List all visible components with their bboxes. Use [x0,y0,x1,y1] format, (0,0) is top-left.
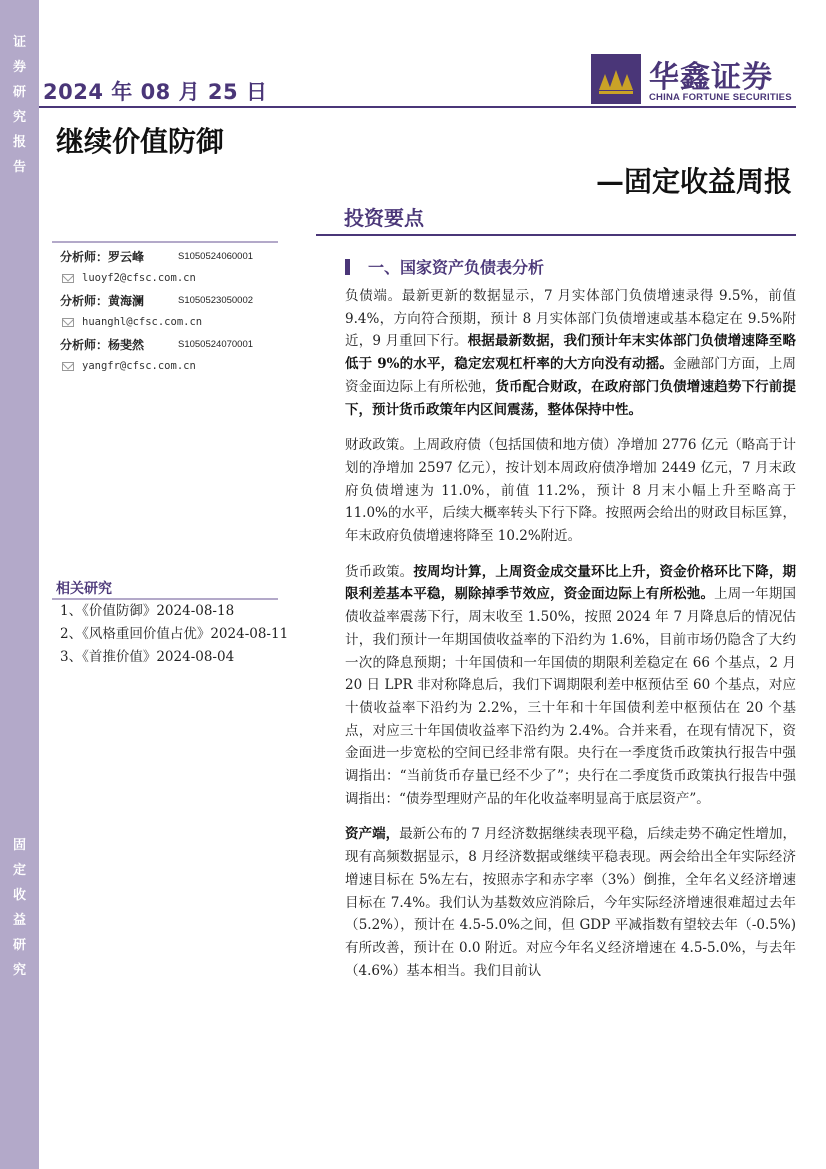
logo-english-name: CHINA FORTUNE SECURITIES [649,92,792,103]
side-char: 报 [12,135,26,150]
related-research-heading: 相关研究 [56,581,112,597]
section-divider [316,234,796,236]
header-divider [39,106,796,108]
text-run: 负债端。最新更新的数据显示，7 月实体部门负债增速录得 9.5%，前值 9.4%，方向符合预期，预计 8 月实体部门负债增速或基本稳定在 9.5%附近，9 月重回下行。 [345,288,796,350]
text-run: 上周一年期国债收益率震荡下行，周末收至 1.50%，按照 2024 年 7 月降息后的情况估计，我们预计一年期国债收益率的下沿约为 1.6%，目前市场仍隐含了大约一次的降息预期；十年国债和一年国债的期限利差稳定在 66 个基点，2 月 20 日 LPR 非对称降息后，我们下调期限利差中枢预估至 60 个基点，对应十债收益率下沿约为 2.2%，三十年和十年国债利差中枢预估在 20 个基点，对应三十年国债收益率下沿约为 2.4%。合并来看，在现有情况下，资金面进一步宽松的空间已经非常有限。央行在一季度货币政策执行报告中强调指出：“当前货币存量已经不少了”；央行在二季度货币政策执行报告中强调指出：“债券型理财产品的年化收益率明显高于底层资产”。 [345,586,796,807]
side-char: 券 [12,60,26,75]
analyst-list [52,244,282,376]
mail-icon [62,318,74,327]
side-char: 研 [12,85,26,100]
analyst-email[interactable]: luoyf2@cfsc.com.cn [82,272,196,284]
analyst-row [60,288,282,312]
side-char: 固 [12,838,26,853]
heading-bar [345,259,350,275]
analyst-email[interactable]: yangfr@cfsc.com.cn [82,360,196,372]
analyst-row [60,332,282,356]
side-char: 究 [12,963,26,978]
analyst-row [60,244,282,268]
report-title: 继续价值防御 [56,125,225,158]
analyst-email-row[interactable] [62,268,282,288]
paragraph-liabilities [345,285,796,421]
related-research-list [60,600,290,669]
bold-run: 根据最新数据，我们预计年末实体部门负债增速降至略低于 9%的水平，稳定宏观杠杆率的大方向没有动摇。 [345,333,796,373]
bold-run: 资产端， [345,826,400,843]
bold-run: 货币配合财政，在政府部门负债增速趋势下行前提下，预计货币政策年内区间震荡，整体保持中性。 [345,378,796,418]
paragraph-assets [345,823,796,982]
side-char: 证 [12,35,26,50]
mail-icon [62,362,74,371]
report-date: 2024 年 08 月 25 日 [43,80,268,104]
side-char: 研 [12,938,26,953]
analyst-cert: S1050523050002 [178,294,254,306]
company-logo [591,54,801,104]
related-item[interactable]: 3、《首推价值》2024-08-04 [60,649,235,665]
mail-icon [62,274,74,283]
related-item[interactable]: 1、《价值防御》2024-08-18 [60,603,235,619]
text-run: 财政政策。上周政府债（包括国债和地方债）净增加 2776 亿元（略高于计划的净增加 2597 亿元），按计划本周政府债净增加 2449 亿元，7 月末政府负债增速为 11.0%，前值 11.2%，预计 8 月末小幅上升至略高于 11.0%的水平，后续大概率转头下行下降。按照两会给出的财政目标匡算，年末政府负债增速将降至 10.2%附近。 [345,437,796,545]
analyst-name: 分析师：黄海澜 [60,293,145,308]
side-char: 定 [12,863,26,878]
side-label-report [0,30,39,180]
paragraph-fiscal [345,434,796,548]
related-item[interactable]: 2、《风格重回价值占优》2024-08-11 [60,626,289,642]
paragraph-monetary [345,561,796,811]
text-run: 金融部门方面，上周资金面边际上有所松弛， [345,356,797,395]
side-char: 告 [12,160,26,175]
analyst-email[interactable]: huanghl@cfsc.com.cn [82,316,203,328]
side-char: 究 [12,110,26,125]
section-heading-text: 一、国家资产负债表分析 [368,258,545,277]
logo-chinese-name: 华鑫证券 [649,60,773,95]
side-char: 收 [12,888,26,903]
analyst-name: 分析师：杨斐然 [60,337,145,352]
bold-run: 按周均计算，上周资金成交量环比上升，资金价格环比下降，期限利差基本平稳，剔除掉季节效应，资金面边际上有所松弛。 [345,563,796,603]
analyst-email-row[interactable] [62,312,282,332]
text-run: 最新公布的 7 月经济数据继续表现平稳，后续走势不确定性增加，现有高频数据显示，8 月经济数据或继续平稳表现。两会给出全年实际经济增速目标在 5%左右，按照赤字和赤字率（3%）倒推，全年名义经济增速目标在 7.4%。我们认为基数效应消除后，今年实际经济增速很难超过去年（5.2%），预计在 4.5-5.0%之间，但 GDP 平减指数有望较去年（-0.5%)有所改善，预计在 0.0 附近。对应今年名义经济增速在 4.5-5.0%，与去年（4.6%）基本相当。我们目前认 [345,826,797,979]
side-label-fixed-income [0,833,39,983]
analyst-cert: S1050524070001 [178,338,254,350]
report-subtitle: —固定收益周报 [595,165,792,198]
text-run: 货币政策。 [345,563,414,580]
investment-highlights-heading: 投资要点 [344,206,424,230]
analyst-cert: S1050524060001 [178,250,254,262]
analyst-email-row[interactable] [62,356,282,376]
report-body [345,285,796,995]
logo-mark-icon [591,54,641,104]
side-char: 益 [12,913,26,928]
analyst-divider [52,241,278,243]
section-heading [345,255,544,278]
analyst-name: 分析师：罗云峰 [60,249,145,264]
